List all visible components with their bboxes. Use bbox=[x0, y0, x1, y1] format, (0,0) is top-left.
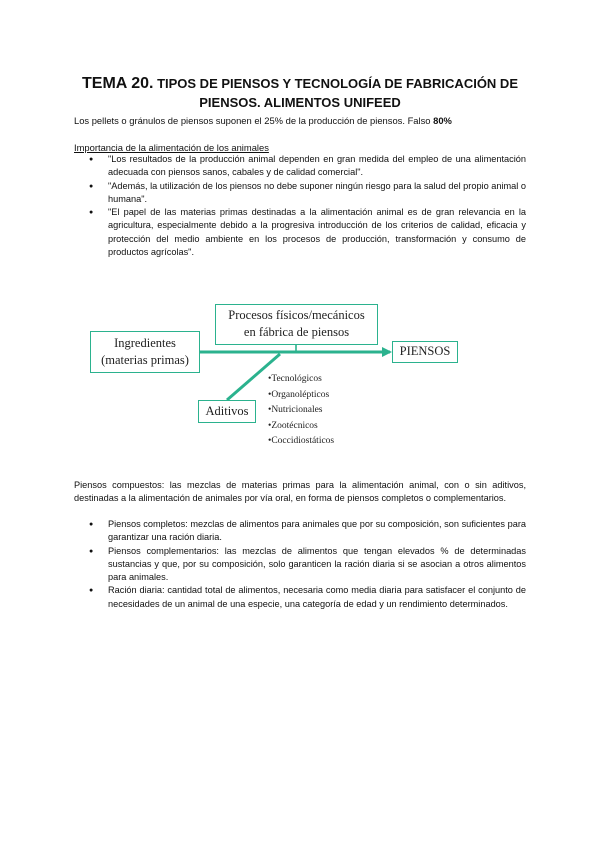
ingredientes-line-1: Ingredientes bbox=[114, 336, 176, 350]
ingredientes-box bbox=[90, 331, 200, 373]
quote-item: ● "Además, la utilización de los piensos no debe suponer ningún riesgo para la salud del propio animal o humana". bbox=[74, 180, 526, 207]
intro-answer: 80% bbox=[433, 115, 452, 126]
page-title bbox=[60, 74, 540, 112]
quote-item: ● "Los resultados de la producción animal dependen en gran medida del empleo de una alimentación adecuada con piensos sanos, cabales y de calidad comercial". bbox=[74, 153, 526, 180]
piensos-box: PIENSOS bbox=[392, 341, 458, 363]
aditivo-type: •Organolépticos bbox=[268, 389, 330, 400]
aditivos-box: Aditivos bbox=[198, 400, 256, 423]
aditivo-type: •Zootécnicos bbox=[268, 420, 318, 431]
procesos-line-1: Procesos físicos/mecánicos bbox=[228, 308, 365, 322]
definition-item: ● Piensos completos: mezclas de alimentos para animales que por su composición, son suficientes para garantizar una ración diaria. bbox=[74, 518, 526, 545]
ingredientes-line-2: (materias primas) bbox=[101, 353, 189, 367]
definition-item: ● Ración diaria: cantidad total de alimentos, necesaria como media diaria para satisfacer el conjunto de necesidades de un animal de una especie, una categoría de edad y un rendimiento determinados. bbox=[74, 584, 526, 611]
procesos-line-2: en fábrica de piensos bbox=[243, 325, 350, 339]
aditivos-types-list bbox=[268, 372, 334, 450]
aditivo-type: •Tecnológicos bbox=[268, 374, 322, 384]
title-rest: TIPOS DE PIENSOS Y TECNOLOGÍA DE FABRICACIÓN DE PIENSOS. ALIMENTOS UNIFEED bbox=[157, 76, 518, 110]
section-heading-importancia: Importancia de la alimentación de los animales bbox=[74, 142, 269, 153]
title-tema: TEMA 20. bbox=[82, 75, 154, 92]
importancia-quote-list bbox=[74, 153, 526, 259]
intro-text: Los pellets o gránulos de piensos suponen el 25% de la producción de piensos. Falso bbox=[74, 115, 431, 126]
piensos-compuestos-paragraph: Piensos compuestos: las mezclas de materias primas para la alimentación animal, con o sin aditivos, destinadas a la alimentación de animales por vía oral, en forma de piensos completos o complementarios. bbox=[74, 480, 526, 504]
procesos-box bbox=[215, 304, 378, 345]
process-diagram bbox=[90, 296, 480, 456]
aditivo-type: •Nutricionales bbox=[268, 405, 323, 415]
intro-paragraph bbox=[74, 115, 534, 127]
aditivo-type: •Coccidiostáticos bbox=[268, 436, 335, 446]
definition-item: ● Piensos complementarios: las mezclas de alimentos que tengan elevados % de determinadas sustancias y que, por su composición, solo garanticen la ración diaria si se asocian a otros alimentos para animales. bbox=[74, 545, 526, 585]
quote-item: ● "El papel de las materias primas destinadas a la alimentación animal es de gran relevancia en la agricultura, especialmente debido a la progresiva introducción de los criterios de calidad, eficacia y protección del medio ambiente en los procesos de producción, transformación y consumo de productos agrícolas". bbox=[74, 206, 526, 259]
definitions-list bbox=[74, 518, 526, 611]
